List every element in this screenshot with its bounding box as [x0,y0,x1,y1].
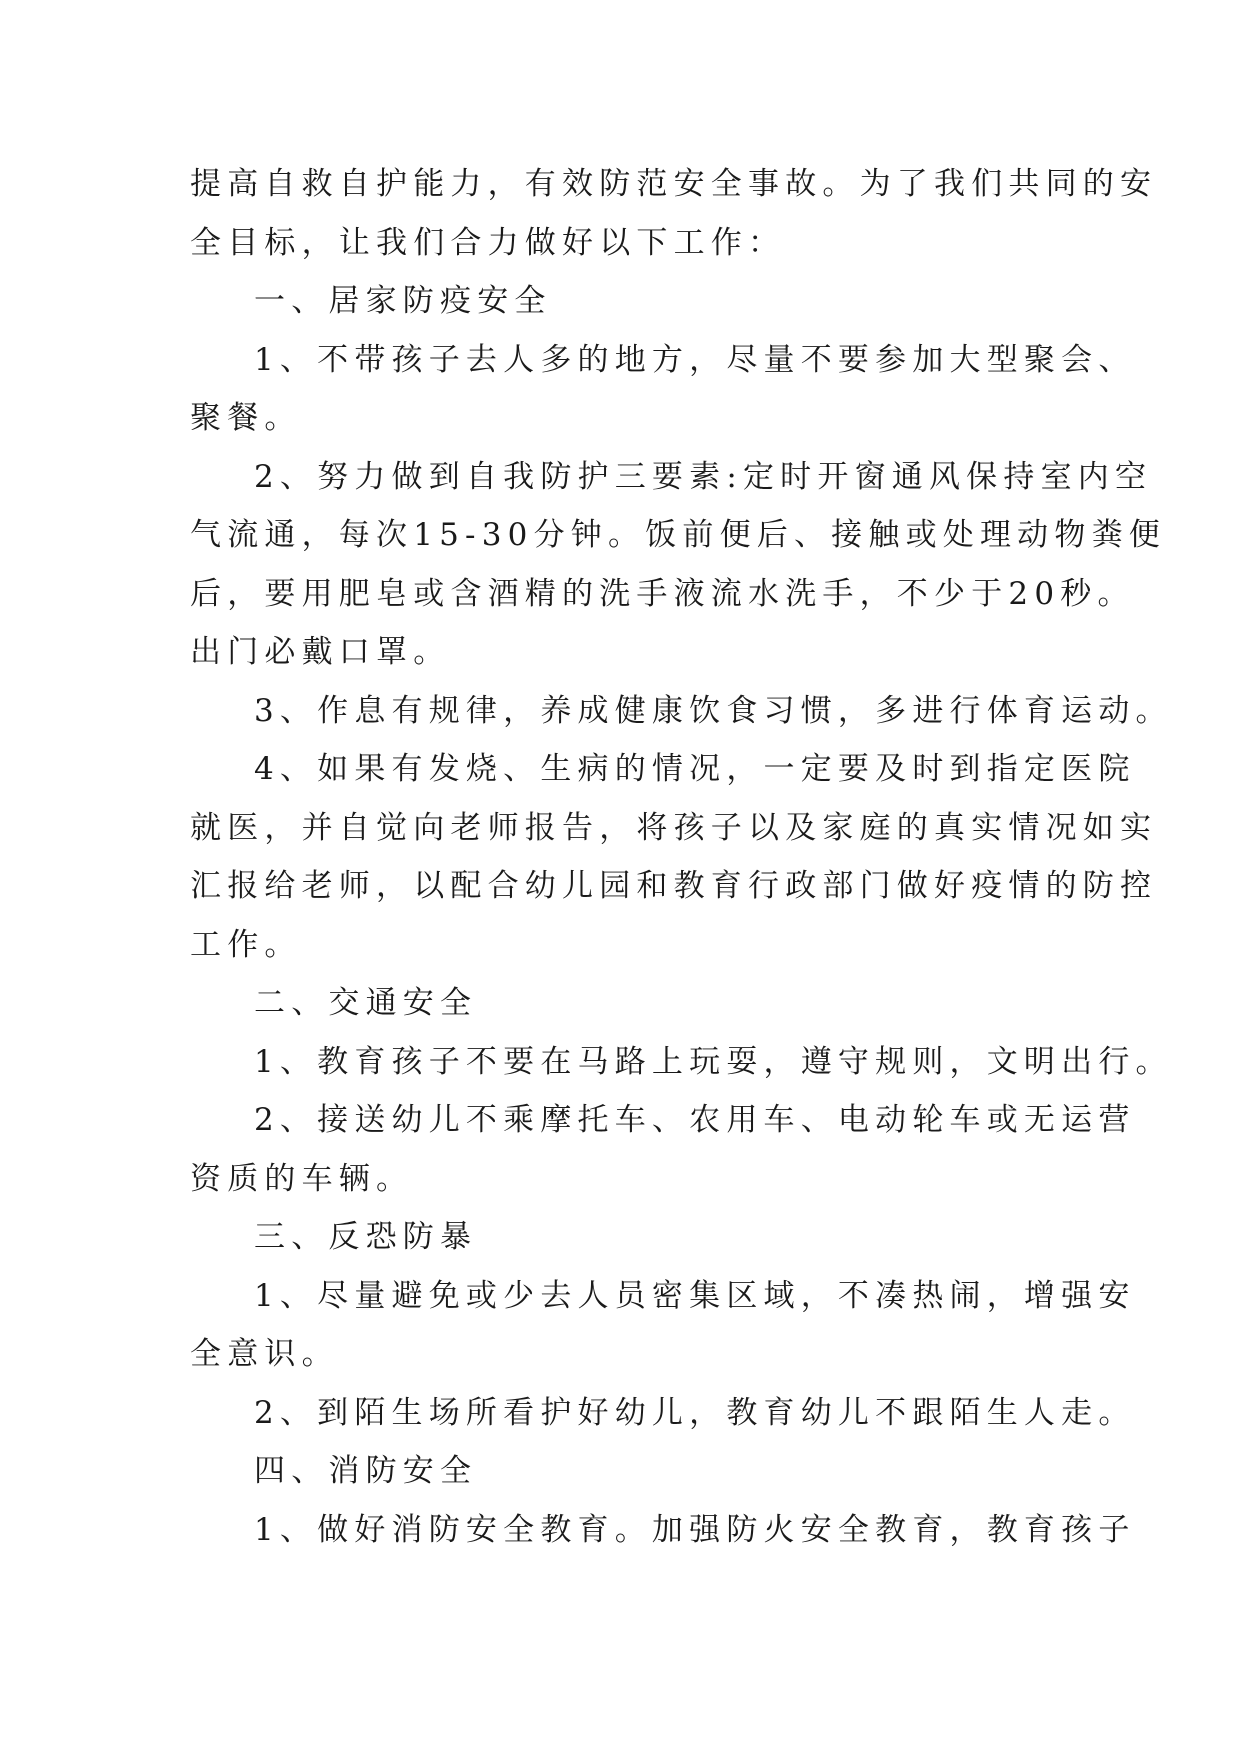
text-line: 工作。 [190,926,302,963]
text-line: 聚餐。 [190,400,302,436]
text-line: 资质的车辆。 [190,1160,414,1197]
text-line: 提高自救自护能力，有效防范安全事故。为了我们共同的安 [190,166,1158,202]
text-line: 出门必戴口罩。 [190,634,451,670]
text-line: 1、教育孩子不要在马路上玩耍，遵守规则，文明出行。 [254,1043,1173,1080]
text-line: 汇报给老师，以配合幼儿园和教育行政部门做好疫情的防控 [190,868,1158,904]
text-line: 气流通，每次15-30分钟。饭前便后、接触或处理动物粪便 [190,517,1166,553]
text-line: 后，要用肥皂或含酒精的洗手液流水洗手，不少于20秒。 [190,575,1135,612]
document-body [190,155,1173,1559]
text-line: 1、不带孩子去人多的地方，尽量不要参加大型聚会、 [254,341,1136,378]
text-line: 2、到陌生场所看护好幼儿，教育幼儿不跟陌生人走。 [254,1394,1136,1431]
text-line: 一、居家防疫安全 [254,283,552,319]
text-line: 四、消防安全 [254,1453,478,1489]
text-line: 三、反恐防暴 [254,1219,478,1255]
text-line: 1、做好消防安全教育。加强防火安全教育，教育孩子 [254,1511,1136,1548]
text-line: 就医，并自觉向老师报告，将孩子以及家庭的真实情况如实 [190,809,1158,846]
text-line: 二、交通安全 [254,985,478,1021]
text-line: 2、接送幼儿不乘摩托车、农用车、电动轮车或无运营 [254,1102,1136,1138]
text-line: 2、努力做到自我防护三要素:定时开窗通风保持室内空 [254,458,1153,495]
text-line: 4、如果有发烧、生病的情况，一定要及时到指定医院 [254,751,1136,787]
text-line: 全意识。 [190,1336,339,1372]
text-line: 1、尽量避免或少去人员密集区域，不凑热闹，增强安 [254,1277,1136,1314]
text-line: 3、作息有规律，养成健康饮食习惯，多进行体育运动。 [254,692,1173,729]
text-line: 全目标，让我们合力做好以下工作： [190,224,786,261]
